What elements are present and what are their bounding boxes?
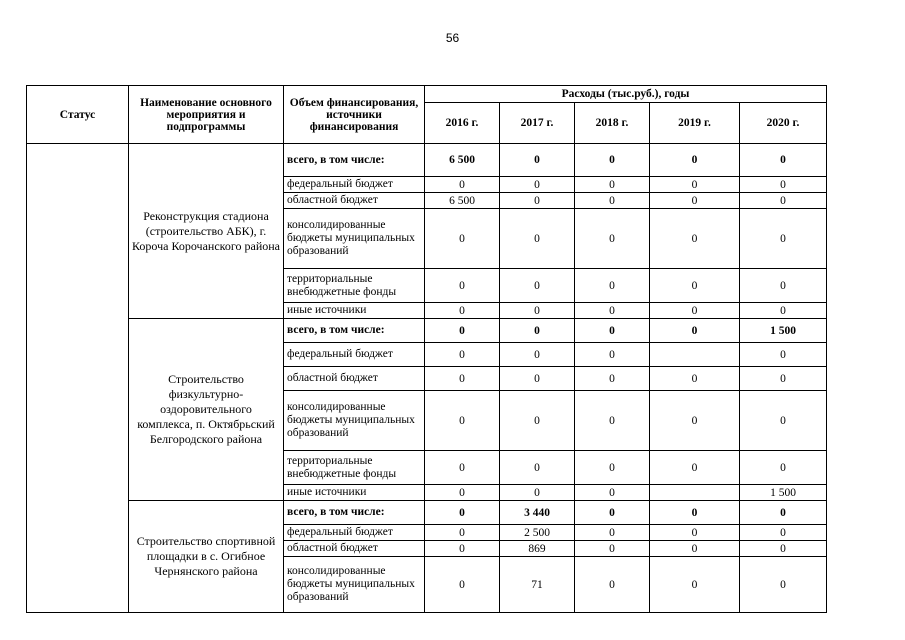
expense-value: 0	[425, 391, 500, 451]
expense-value: 0	[425, 177, 500, 193]
table-row	[27, 501, 827, 525]
expenses-table	[26, 85, 827, 613]
expense-value: 0	[425, 367, 500, 391]
expense-value: 0	[575, 319, 650, 343]
expense-value: 0	[575, 391, 650, 451]
expense-value: 0	[740, 209, 827, 269]
expense-value: 0	[740, 525, 827, 541]
expense-value: 0	[575, 367, 650, 391]
expense-value: 0	[425, 525, 500, 541]
expense-value: 0	[500, 451, 575, 485]
funding-source: консолидированные бюджеты муниципальных образований	[284, 209, 425, 269]
expense-value: 0	[425, 319, 500, 343]
expense-value: 0	[650, 501, 740, 525]
header-year: 2019 г.	[650, 103, 740, 144]
funding-source: областной бюджет	[284, 193, 425, 209]
expense-value: 0	[500, 343, 575, 367]
activity-name: Строительство спортивной площадки в с. Огибное Чернянского района	[129, 501, 284, 613]
table-row	[27, 319, 827, 343]
expense-value: 0	[500, 303, 575, 319]
expense-value: 0	[575, 269, 650, 303]
expense-value: 0	[740, 343, 827, 367]
expense-value: 0	[500, 209, 575, 269]
expense-value: 0	[650, 525, 740, 541]
expense-value: 0	[740, 193, 827, 209]
expense-value: 0	[575, 501, 650, 525]
expense-value: 0	[650, 391, 740, 451]
table-row	[27, 144, 827, 177]
expense-value: 0	[500, 319, 575, 343]
expense-value: 0	[650, 193, 740, 209]
header-expenses: Расходы (тыс.руб.), годы	[425, 86, 827, 103]
activity-name: Реконструкция стадиона (строительство АБК), г. Короча Корочанского района	[129, 144, 284, 319]
page-number: 56	[445, 31, 460, 45]
expense-value: 0	[575, 144, 650, 177]
expense-value: 0	[650, 269, 740, 303]
status-cell	[27, 144, 129, 613]
header-volume: Объем финансирования, источники финансирования	[284, 86, 425, 144]
funding-source: иные источники	[284, 303, 425, 319]
funding-source: консолидированные бюджеты муниципальных образований	[284, 557, 425, 613]
expense-value: 6 500	[425, 193, 500, 209]
expense-value: 0	[500, 485, 575, 501]
funding-source: консолидированные бюджеты муниципальных образований	[284, 391, 425, 451]
expense-value: 0	[575, 541, 650, 557]
expense-value: 0	[500, 193, 575, 209]
expense-value: 0	[425, 541, 500, 557]
expense-value: 0	[575, 303, 650, 319]
expense-value: 0	[425, 451, 500, 485]
funding-source: федеральный бюджет	[284, 177, 425, 193]
header-name: Наименование основного мероприятия и подпрограммы	[129, 86, 284, 144]
funding-source: всего, в том числе:	[284, 144, 425, 177]
expense-value: 6 500	[425, 144, 500, 177]
funding-source: всего, в том числе:	[284, 319, 425, 343]
expense-value: 0	[740, 144, 827, 177]
header-year: 2016 г.	[425, 103, 500, 144]
expense-value: 0	[575, 193, 650, 209]
expense-value: 0	[740, 269, 827, 303]
expense-value: 0	[575, 343, 650, 367]
expense-value: 0	[425, 485, 500, 501]
expense-value: 0	[650, 451, 740, 485]
expense-value: 869	[500, 541, 575, 557]
funding-source: федеральный бюджет	[284, 343, 425, 367]
expense-value: 0	[575, 557, 650, 613]
funding-source: всего, в том числе:	[284, 501, 425, 525]
expense-value: 0	[425, 269, 500, 303]
expense-value: 0	[575, 209, 650, 269]
funding-source: областной бюджет	[284, 541, 425, 557]
expense-value: 0	[425, 501, 500, 525]
expense-value: 0	[575, 177, 650, 193]
funding-source: территориальные внебюджетные фонды	[284, 451, 425, 485]
expense-value: 0	[650, 177, 740, 193]
expense-value: 0	[740, 367, 827, 391]
expense-value	[650, 343, 740, 367]
expense-value: 0	[650, 303, 740, 319]
expense-value: 0	[425, 303, 500, 319]
expense-value: 0	[575, 485, 650, 501]
expense-value: 0	[575, 451, 650, 485]
expense-value: 0	[650, 541, 740, 557]
header-year: 2020 г.	[740, 103, 827, 144]
expense-value: 1 500	[740, 485, 827, 501]
expense-value: 0	[740, 541, 827, 557]
expense-value: 0	[425, 209, 500, 269]
expense-value: 0	[425, 557, 500, 613]
expense-value: 0	[740, 451, 827, 485]
expense-value: 0	[740, 391, 827, 451]
activity-name: Строительство физкультурно-оздоровительного комплекса, п. Октябрьский Белгородского района	[129, 319, 284, 501]
expense-value: 0	[575, 525, 650, 541]
expense-value: 0	[650, 319, 740, 343]
expense-value	[650, 485, 740, 501]
expense-value: 0	[650, 209, 740, 269]
funding-source: федеральный бюджет	[284, 525, 425, 541]
expense-value: 71	[500, 557, 575, 613]
expense-value: 0	[500, 144, 575, 177]
expense-value: 0	[425, 343, 500, 367]
expense-value: 0	[500, 367, 575, 391]
expense-value: 0	[500, 177, 575, 193]
funding-source: областной бюджет	[284, 367, 425, 391]
expense-value: 2 500	[500, 525, 575, 541]
funding-source: иные источники	[284, 485, 425, 501]
header-year: 2017 г.	[500, 103, 575, 144]
funding-source: территориальные внебюджетные фонды	[284, 269, 425, 303]
expense-value: 0	[500, 269, 575, 303]
expense-value: 0	[740, 303, 827, 319]
expense-value: 0	[650, 367, 740, 391]
header-year: 2018 г.	[575, 103, 650, 144]
expense-value: 0	[740, 501, 827, 525]
header-status: Статус	[27, 86, 129, 144]
expense-value: 0	[650, 144, 740, 177]
expense-value: 0	[650, 557, 740, 613]
expense-value: 0	[740, 177, 827, 193]
expense-value: 0	[740, 557, 827, 613]
expense-value: 3 440	[500, 501, 575, 525]
expense-value: 0	[500, 391, 575, 451]
expense-value: 1 500	[740, 319, 827, 343]
table-body	[27, 144, 827, 613]
